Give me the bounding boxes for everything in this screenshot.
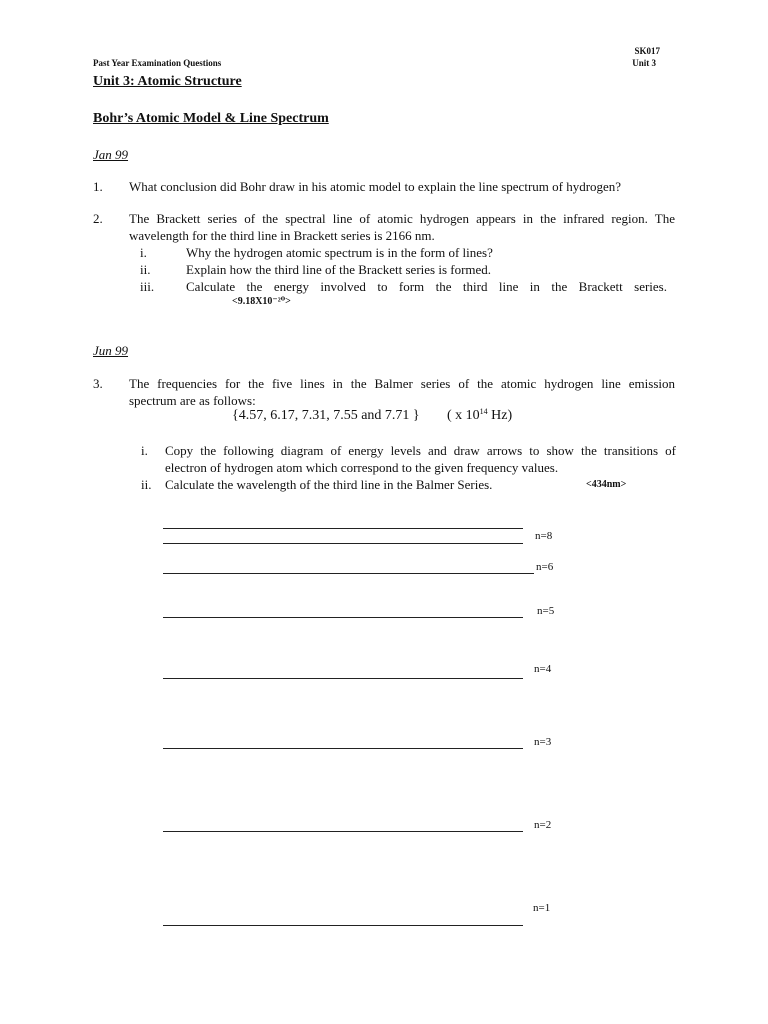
energy-level-label-n4: n=4 bbox=[534, 663, 552, 675]
energy-level-label-n1: n=1 bbox=[533, 902, 551, 914]
question-2-sub-2-number: ii. bbox=[140, 262, 151, 277]
question-3-sub-2-line1: Calculate the wavelength of the third line in the Balmer Series. bbox=[165, 477, 493, 492]
question-3-sub-1-number: i. bbox=[141, 443, 148, 458]
frequency-unit: ( x $10^{14}$ Hz) bbox=[447, 407, 513, 423]
question-3-number: 3. bbox=[93, 376, 103, 391]
question-2-number: 2. bbox=[93, 211, 103, 226]
frequency-values: {4.57, 6.17, 7.31, 7.55 and 7.71 } bbox=[232, 408, 420, 423]
question-3-sub-1-line2: electron of hydrogen atom which correspond to the given frequency values. bbox=[165, 460, 559, 475]
energy-level-label-n8: n=8 bbox=[535, 530, 553, 542]
unit-title: Unit 3: Atomic Structure bbox=[93, 74, 242, 89]
energy-level-label-n3: n=3 bbox=[534, 736, 552, 748]
question-3-sub-1-line1: Copy the following diagram of energy levels and draw arrows to show the transitions of bbox=[165, 443, 676, 458]
question-3-sub-2-number: ii. bbox=[141, 477, 152, 492]
question-2-sub-1-text: Why the hydrogen atomic spectrum is in the form of lines? bbox=[186, 245, 493, 260]
energy-level-line-n3 bbox=[163, 748, 523, 749]
course-code: SK017 bbox=[634, 46, 660, 56]
question-3-line2: spectrum are as follows: bbox=[129, 393, 256, 408]
energy-level-line-n2 bbox=[163, 831, 523, 832]
energy-level-line-n5 bbox=[163, 617, 523, 618]
question-1-number: 1. bbox=[93, 179, 103, 194]
question-1-text: What conclusion did Bohr draw in his atomic model to explain the line spectrum of hydrogen? bbox=[129, 179, 622, 194]
section-title: Bohr’s Atomic Model & Line Spectrum bbox=[93, 111, 329, 126]
header-left-label: Past Year Examination Questions bbox=[93, 58, 222, 68]
energy-level-label-n6: n=6 bbox=[536, 561, 554, 573]
energy-level-label-n2: n=2 bbox=[534, 819, 552, 831]
energy-level-line-n6 bbox=[163, 573, 534, 574]
session-jan99: Jan 99 bbox=[93, 147, 129, 162]
energy-level-label-n5: n=5 bbox=[537, 605, 555, 617]
energy-level-line-n4 bbox=[163, 678, 523, 679]
question-3-answer: <434nm> bbox=[586, 479, 627, 490]
question-2-answer: <9.18X10⁻²⁰> bbox=[232, 296, 291, 307]
question-3-line1: The frequencies for the five lines in the Balmer series of the atomic hydrogen line emission bbox=[129, 376, 675, 391]
question-2-line2: wavelength for the third line in Brackett series is 2166 nm. bbox=[129, 228, 435, 243]
energy-level-line-n1 bbox=[163, 925, 523, 926]
question-2-sub-2-text: Explain how the third line of the Brackett series is formed. bbox=[186, 262, 492, 277]
energy-level-line-top bbox=[163, 528, 523, 529]
energy-level-line-n8 bbox=[163, 543, 523, 544]
question-2-sub-3-text: Calculate the energy involved to form the third line in the Brackett series. bbox=[186, 279, 667, 294]
header-unit-label: Unit 3 bbox=[632, 58, 656, 68]
question-2-sub-3-number: iii. bbox=[140, 279, 155, 294]
session-jun99: Jun 99 bbox=[93, 343, 129, 358]
question-2-sub-1-number: i. bbox=[140, 245, 147, 260]
question-2-line1: The Brackett series of the spectral line of atomic hydrogen appears in the infrared region. The bbox=[129, 211, 675, 226]
